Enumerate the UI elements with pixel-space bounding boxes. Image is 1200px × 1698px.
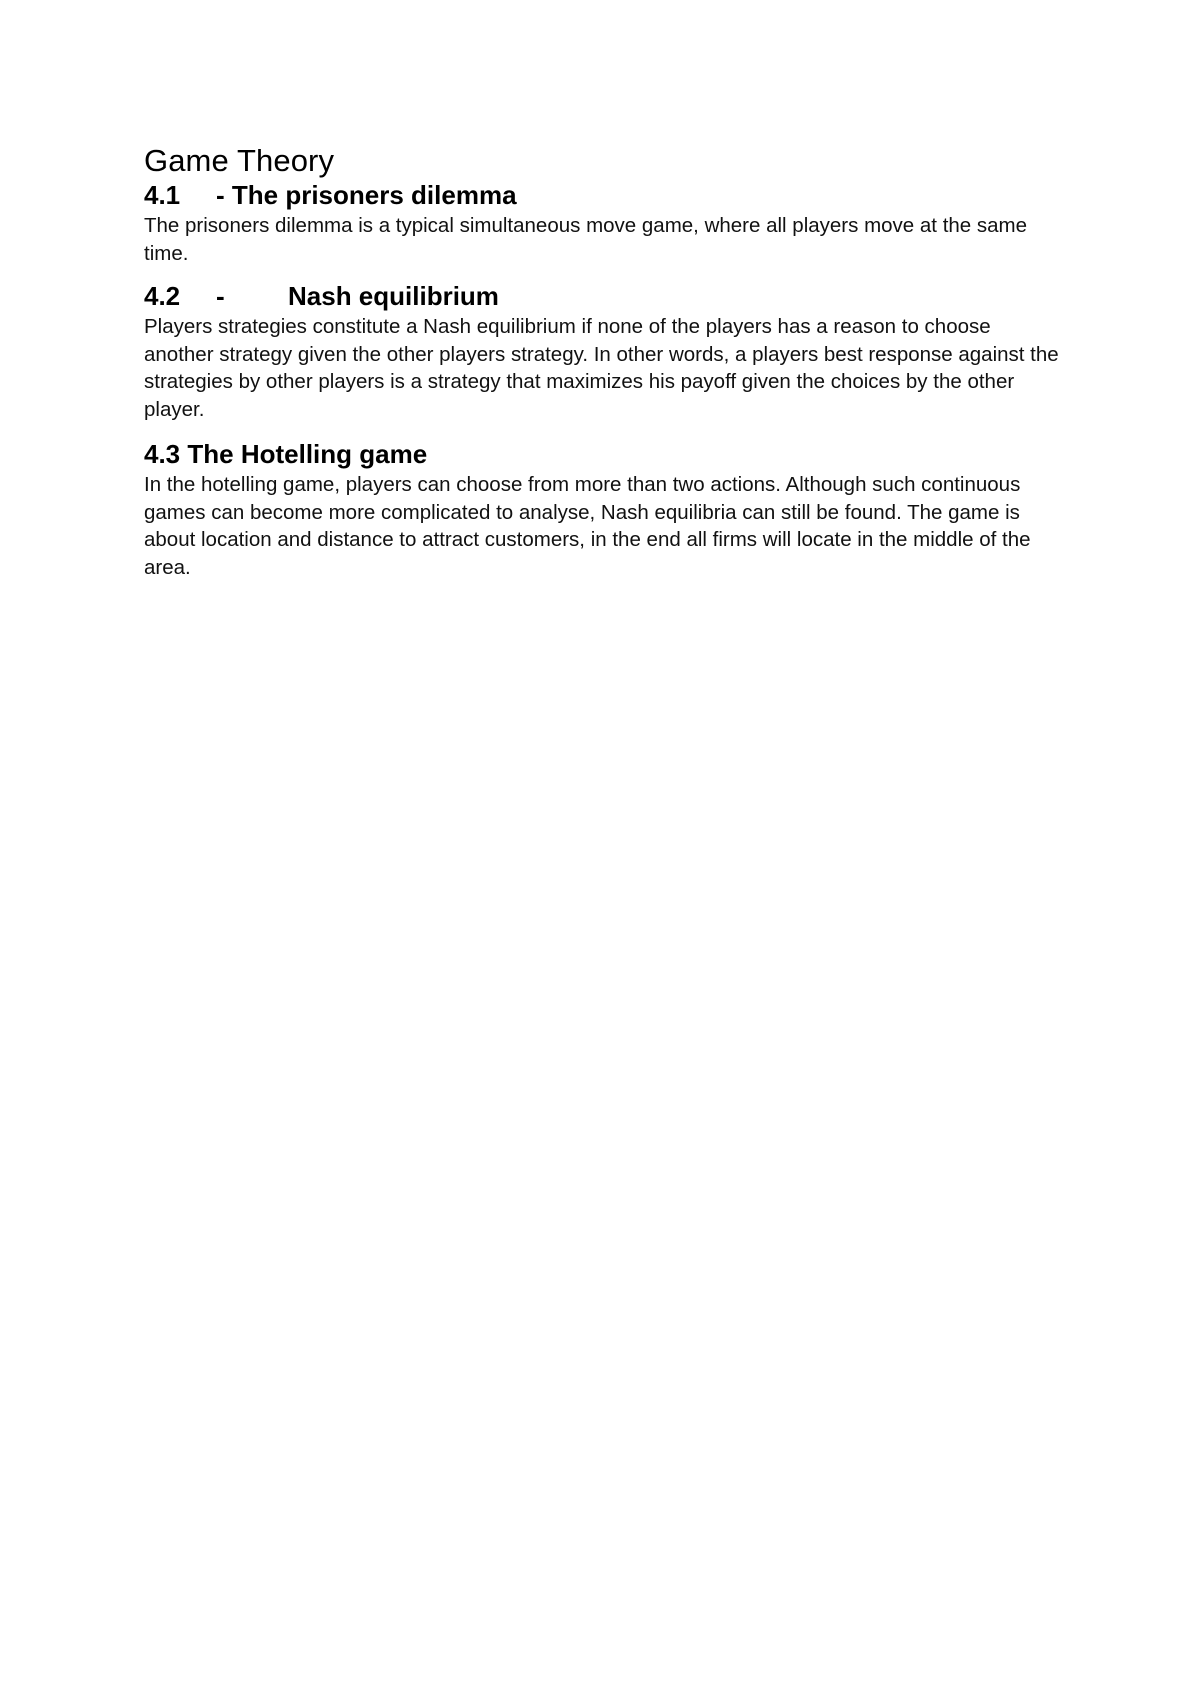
section-heading-4-1 [144, 180, 1064, 210]
section-separator [180, 439, 187, 469]
section-number: 4.1 [144, 180, 181, 210]
section-body-4-3: In the hotelling game, players can choose from more than two actions. Although such continuous games can become more complicated to analyse, Nash equilibria can still be found. The game is about location and distance to attract customers, in the end all firms will locate in the middle of the area. [144, 473, 1031, 579]
section-heading-4-2 [144, 281, 1064, 311]
section-heading-text: Nash equilibrium [288, 281, 499, 311]
section-heading-text: The prisoners dilemma [231, 180, 517, 210]
section-body-4-1: The prisoners dilemma is a typical simultaneous move game, where all players move at the same time. [144, 214, 1028, 265]
section-separator: - [216, 180, 232, 210]
section-heading-text: The Hotelling game [187, 439, 428, 469]
section-separator: - [216, 281, 225, 311]
section-heading-4-3 [144, 439, 1064, 469]
section-body-4-2: Players strategies constitute a Nash equilibrium if none of the players has a reason to choose another strategy given the other players strategy. In other words, a players best response against the strategies by other players is a strategy that maximizes his payoff given the choices by the other player. [144, 315, 1059, 421]
document-content [144, 142, 1064, 581]
document-title: Game Theory [144, 143, 335, 178]
section-number: 4.2 [144, 281, 181, 311]
section-number: 4.3 [144, 439, 181, 469]
